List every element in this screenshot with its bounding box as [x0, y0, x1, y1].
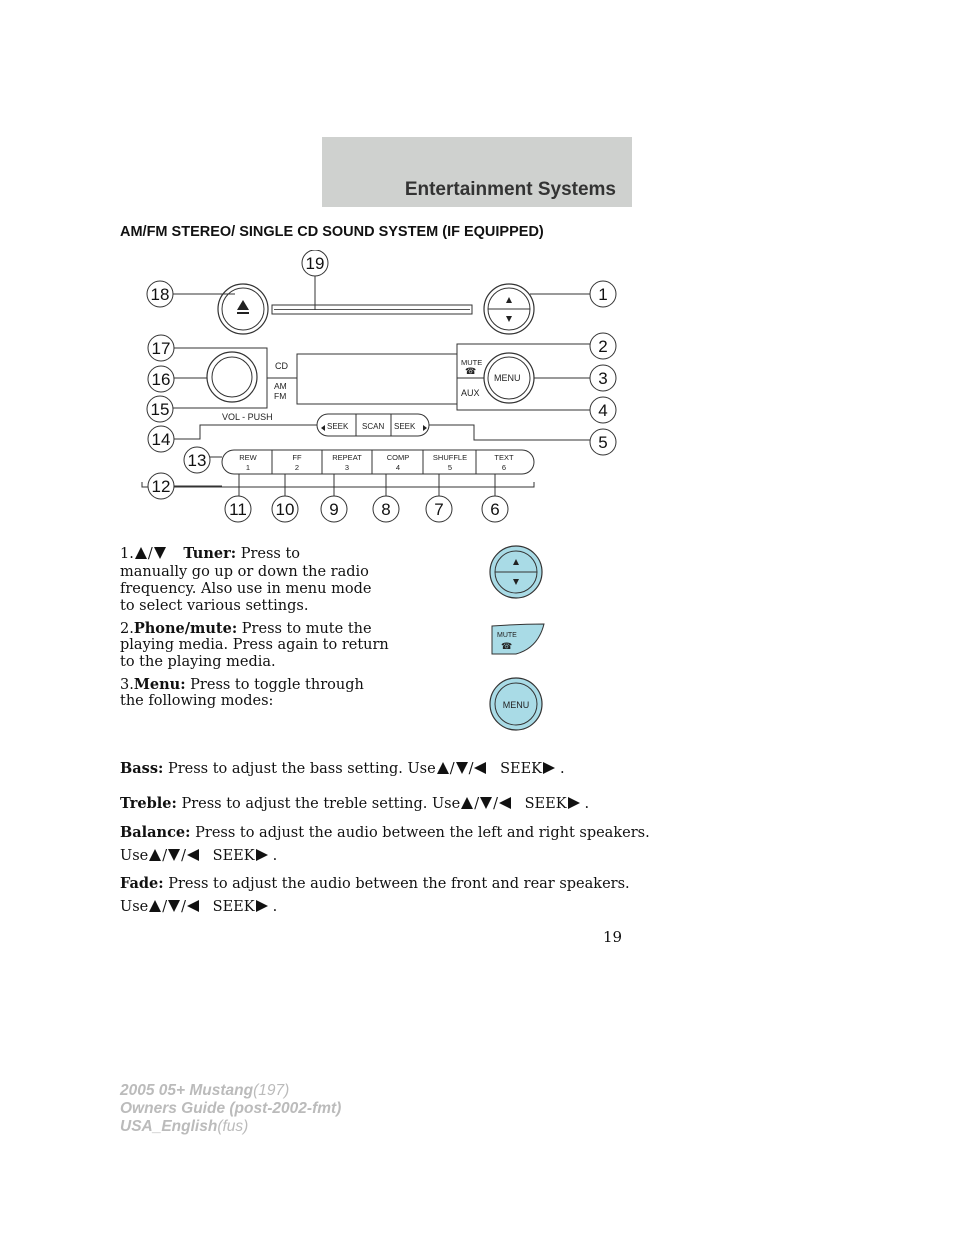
- callout-4: 4: [598, 401, 608, 420]
- balance-line-1: Balance: Press to adjust the audio between the left and right speakers.: [120, 824, 650, 841]
- radio-diagram: [140, 250, 630, 525]
- item-2-line-2: playing media. Press again to return: [120, 637, 389, 653]
- left-arrow-icon: [473, 761, 487, 775]
- right-arrow-icon: [542, 761, 556, 775]
- preset-1-name: REW: [239, 453, 257, 462]
- display: [297, 354, 457, 404]
- callout-7: 7: [434, 500, 444, 519]
- item-2-line-3: to the playing media.: [120, 654, 276, 670]
- callout-19: 19: [305, 254, 325, 273]
- callout-11: 11: [229, 500, 247, 519]
- callout-2: 2: [598, 337, 608, 356]
- callout-13: 13: [187, 451, 207, 470]
- right-arrow-icon: [567, 796, 581, 810]
- item-2-line-1: 2.Phone/mute: Press to mute the: [120, 620, 372, 637]
- preset-6-name: TEXT: [494, 453, 514, 462]
- tuner-button-illustration: [488, 544, 544, 600]
- footer: [120, 1082, 341, 1136]
- fm-label: FM: [274, 391, 287, 401]
- section-title: AM/FM STEREO/ SINGLE CD SOUND SYSTEM (IF EQUIPPED): [120, 224, 544, 240]
- item-1-line-2: manually go up or down the radio: [120, 564, 369, 580]
- preset-2-num: 2: [294, 463, 300, 472]
- callout-14: 14: [151, 430, 171, 449]
- footer-line-2: Owners Guide (post-2002-fmt): [120, 1100, 342, 1117]
- up-arrow-icon: [148, 899, 162, 913]
- menu-icon-label: MENU: [502, 700, 530, 710]
- mute-icon-label: MUTE: [497, 632, 517, 639]
- callout-3: 3: [598, 369, 608, 388]
- left-arrow-icon: [186, 848, 200, 862]
- vol-push-label: VOL - PUSH: [222, 412, 273, 422]
- phone-icon: ☎: [465, 366, 477, 376]
- up-arrow-icon: [148, 848, 162, 862]
- footer-line-3: USA_English(fus): [120, 1118, 249, 1135]
- callout-5: 5: [598, 433, 608, 452]
- preset-6-num: 6: [501, 463, 507, 472]
- item-1-line-1: 1. / Tuner: Press to: [120, 545, 301, 562]
- balance-line-2: Use / / SEEK .: [120, 848, 278, 864]
- callout-9: 9: [329, 500, 339, 519]
- right-arrow-icon: [255, 848, 269, 862]
- preset-5-name: SHUFFLE: [432, 453, 468, 462]
- bass-line: Bass: Press to adjust the bass setting. Use / / SEEK .: [120, 760, 565, 777]
- preset-3-name: REPEAT: [332, 453, 362, 462]
- footer-line-1: 2005 05+ Mustang(197): [120, 1082, 290, 1099]
- header-bar: [322, 137, 632, 207]
- down-arrow-icon: [479, 796, 493, 810]
- up-arrow-icon: [134, 546, 148, 560]
- item-3-line-2: the following modes:: [120, 693, 274, 709]
- callout-1: 1: [598, 285, 608, 304]
- callout-15: 15: [150, 400, 170, 419]
- item-3-line-1: 3.Menu: Press to toggle through: [120, 676, 364, 693]
- scan-label: SCAN: [362, 422, 385, 431]
- header-title: Entertainment Systems: [404, 179, 616, 200]
- preset-bar: [222, 450, 534, 474]
- callout-17: 17: [151, 339, 171, 358]
- callout-6: 6: [490, 500, 500, 519]
- down-arrow-icon: [455, 761, 469, 775]
- cd-label: CD: [275, 361, 288, 371]
- preset-4-num: 4: [395, 463, 401, 472]
- seek-left-label: SEEK: [327, 422, 349, 431]
- page-number: 19: [603, 928, 623, 946]
- preset-5-num: 5: [447, 463, 453, 472]
- preset-3-num: 3: [344, 463, 350, 472]
- callout-16: 16: [151, 370, 171, 389]
- mute-label: MUTE: [461, 358, 483, 367]
- mute-button-illustration: [490, 622, 546, 656]
- up-arrow-icon: [436, 761, 450, 775]
- item-1-line-4: to select various settings.: [120, 598, 309, 614]
- up-arrow-icon: [460, 796, 474, 810]
- menu-button-illustration: [488, 676, 544, 732]
- item-1-line-3: frequency. Also use in menu mode: [120, 581, 372, 597]
- aux-label: AUX: [461, 388, 480, 398]
- down-arrow-icon: [153, 546, 167, 560]
- am-label: AM: [274, 381, 287, 391]
- menu-label: MENU: [494, 373, 521, 383]
- down-arrow-icon: [167, 848, 181, 862]
- preset-4-name: COMP: [386, 453, 410, 462]
- preset-1-num: 1: [245, 463, 251, 472]
- down-arrow-icon: [167, 899, 181, 913]
- left-arrow-icon: [186, 899, 200, 913]
- seek-right-label: SEEK: [394, 422, 416, 431]
- fade-line-2: Use / / SEEK .: [120, 899, 278, 915]
- fade-line-1: Fade: Press to adjust the audio between the front and rear speakers.: [120, 875, 630, 892]
- preset-2-name: FF: [292, 453, 302, 462]
- callout-8: 8: [381, 500, 391, 519]
- phone-icon: ☎: [501, 641, 513, 651]
- callout-10: 10: [275, 500, 295, 519]
- callout-18: 18: [150, 285, 170, 304]
- treble-line: Treble: Press to adjust the treble setting. Use / / SEEK .: [120, 795, 590, 812]
- right-arrow-icon: [255, 899, 269, 913]
- callout-12: 12: [151, 477, 171, 496]
- left-arrow-icon: [498, 796, 512, 810]
